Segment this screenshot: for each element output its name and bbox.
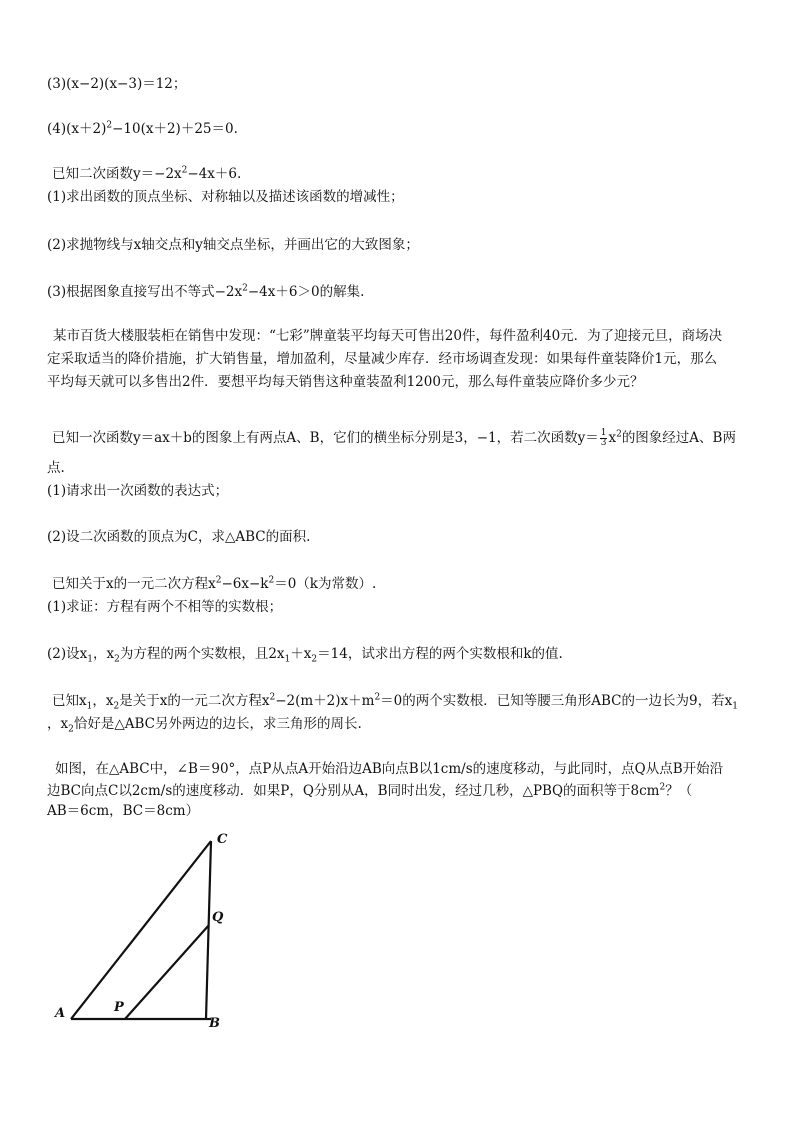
problem-4-exponent-2: 2 [268,575,275,586]
problem-5-sub-2: 2 [113,701,120,712]
problem-5-sup-2: 2 [374,692,381,703]
problem-1-question-3-b: −4x＋6＞0的解集. [247,284,365,300]
problem-5-sup-1: 2 [269,692,276,703]
problem-4-exponent-1: 2 [215,575,222,586]
problem-1-stem-b: −4x＋6. [187,166,242,182]
problem-4-stem-c: ＝0（k为常数）. [274,576,377,592]
problem-5-c: 是关于x的一元二次方程x [119,693,270,709]
problem-6-line-1-text: 如图，在△ABC中，∠B＝90°，点P从点A开始沿边AB向点B以1cm/s的速度移动，与此同时，点Q从点B开始沿 [55,761,724,777]
fraction-denominator: 3 [600,438,607,448]
problem-6-line-2-exponent: 2 [659,782,666,793]
segment-bc [206,841,211,1019]
problem-5-sub-3: 1 [732,701,738,712]
problem-4-q2-e: ＝14，试求出方程的两个实数根和k的值. [317,646,563,662]
problem-5-d: −2(m＋2)x＋m [275,693,375,709]
problem-4-q2-b: ，x [92,646,115,662]
problem-5-b: ，x [92,693,114,709]
problem-1-question-3-exponent: 2 [242,283,248,294]
problem-1-question-1-text: (1)求出函数的顶点坐标、对称轴以及描述该函数的增减性； [47,189,404,205]
problem-3-stem-c: 的图象经过A、B两 [621,430,736,446]
problem-4-q2-sub-4: 2 [311,654,318,665]
problem-1-stem-exponent: 2 [181,165,188,176]
problem-4-q2-c: 为方程的两个实数根，且2x [119,646,285,662]
problem-2-line-3: 平均每天就可以多售出2件．要想平均每天销售这种童装盈利1200元，那么每件童装应降价多少元？ [47,374,644,390]
problem-5-e: ＝0的两个实数根．已知等腰三角形ABC的一边长为9，若x [380,693,733,709]
problem-3-question-1-text: (1)请求出一次函数的表达式； [47,483,229,499]
problem-6-line-2-a: 边BC向点C以2cm/s的速度移动．如果P，Q分别从A，B同时出发，经过几秒，△PBQ的面积等于8cm [47,783,660,799]
problem-2-line-2: 定采取适当的降价措施，扩大销售量，增加盈利，尽量减少库存．经市场调查发现：如果每件童装降价1元，那么 [47,351,718,367]
problem-3-stem-d: 点. [47,460,65,476]
problem-5-g: 恰好是△ABC另外两边的边长，求三角形的周长. [73,716,362,732]
problem-3-stem-a: 已知一次函数y＝ax＋b的图象上有两点A、B，它们的横坐标分别是3，−1，若二次函数y＝ [52,430,599,446]
equation-3-text: (3)(x−2)(x−3)＝12； [47,76,187,92]
problem-1-stem-a: 已知二次函数y＝−2x [52,166,182,182]
problem-6-line-3-text: AB＝6cm，BC＝8cm） [47,803,200,819]
problem-4-q2-sub-1: 1 [87,654,93,665]
problem-4-q2-sub-3: 1 [284,654,291,665]
problem-4-q2-d: ＋x [290,646,312,662]
label-p: P [114,1000,124,1015]
problem-2-line-1: 某市百货大楼服装柜在销售中发现：“七彩”牌童装平均每天可售出20件，每件盈利40元．为了迎接元旦，商场决 [53,328,723,344]
problem-5-sub-4: 2 [68,724,74,735]
problem-3-question-2-text: (2)设二次函数的顶点为C，求△ABC的面积. [47,529,311,545]
problem-4-stem-b: −6x−k [221,576,269,592]
problem-6-line-2-b: ？（ [665,783,693,799]
label-q: Q [212,910,224,925]
problem-4-q2-sub-2: 2 [114,654,120,665]
fraction-numerator: 1 [600,428,607,438]
problem-3-stem-exponent: 2 [616,429,622,440]
problem-4-question-1-text: (1)求证：方程有两个不相等的实数根； [47,599,283,615]
equation-4-exponent: 2 [106,120,113,131]
label-c: C [217,832,228,847]
problem-4-q2-a: (2)设x [47,646,88,662]
label-b: B [209,1016,220,1031]
segment-pq [125,925,209,1019]
problem-5-a: 已知x [52,693,87,709]
equation-4-text-b: −10(x＋2)＋25＝0. [112,121,238,137]
problem-1-question-3-a: (3)根据图象直接写出不等式−2x [47,284,243,300]
segment-ac [71,841,211,1019]
problem-5-sub-1: 1 [86,701,93,712]
problem-4-stem-a: 已知关于x的一元二次方程x [52,576,216,592]
problem-5-f: ，x [47,716,69,732]
equation-4-text-a: (4)(x＋2) [47,121,107,137]
label-a: A [55,1006,66,1021]
problem-3-stem-b: x [608,430,617,446]
problem-1-question-2-text: (2)求抛物线与x轴交点和y轴交点坐标，并画出它的大致图象； [47,237,419,253]
